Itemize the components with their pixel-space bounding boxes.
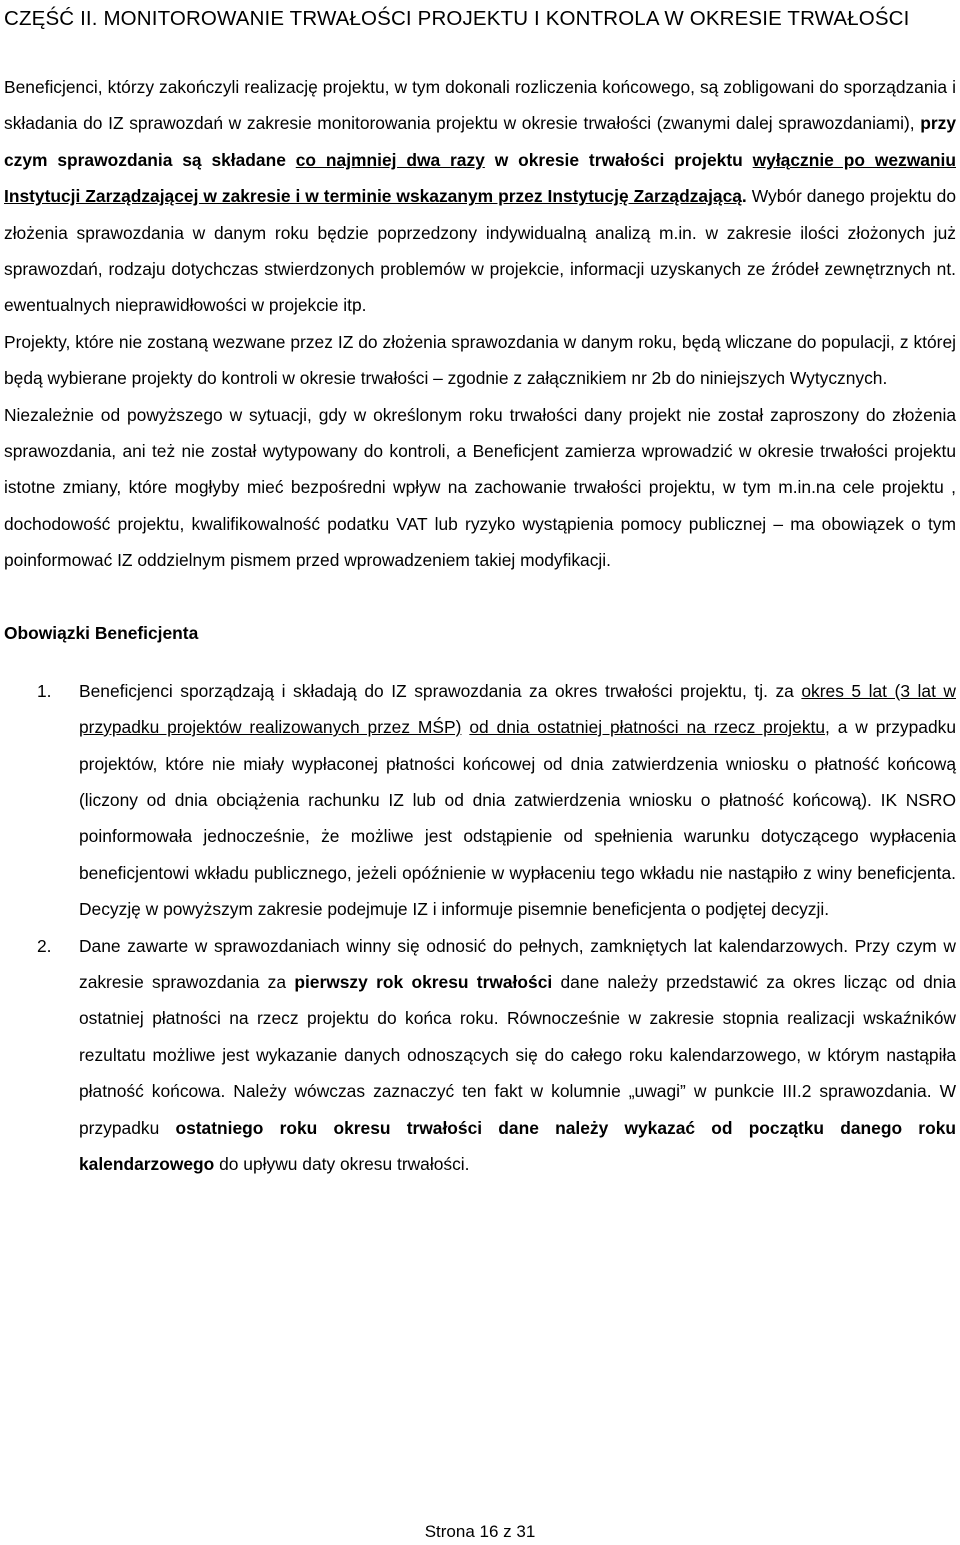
item2-bold-1: pierwszy rok okresu trwałości [294,971,553,992]
para1-bold1: przy czym sprawozdania są składane [4,113,956,170]
paragraph-reporting-obligation [4,69,956,324]
para1-rest: Wybór danego projektu do złożenia sprawozdania w danym roku będzie poprzedzony indywidualną analizą m.in. w zakresie ilości złożonych już sprawozdań, rodzaju dotychczas stwierdzonych problemów w projekcie, informacji uzyskanych ze źródeł zewnętrznych nt. ewentualnych nieprawidłowości w projekcie itp. [4,186,956,316]
item2-text-2: dane należy przedstawić za okres licząc od dnia ostatniej płatności na rzecz projektu do końca roku. Równocześnie w zakresie stopnia realizacji wskaźników rezultatu możliwe jest wykazanie danych odnoszących się do całego roku kalendarzowego, w którym nastąpiła płatność końcowa. Należy wówczas zaznaczyć ten fakt w kolumnie „uwagi” w punkcie III.2 sprawozdania. W przypadku [79,971,957,1138]
document-page [4,0,956,1182]
item1-underlined-1: okres 5 lat (3 lat w przypadku projektów realizowanych przez MŚP) [79,680,956,738]
list-item-number: 1. [37,680,52,701]
part-title: CZĘŚĆ II. MONITOROWANIE TRWAŁOŚCI PROJEKTU I KONTROLA W OKRESIE TRWAŁOŚCI [4,7,910,30]
paragraph-population: Projekty, które nie zostaną wezwane przez IZ do złożenia sprawozdania w danym roku, będą wliczane do populacji, z której będą wybierane projekty do kontroli w okresie trwałości – zgodnie z załącznikiem nr 2b do niniejszych Wytycznych. [4,331,956,389]
item2-text-3: do upływu daty okresu trwałości. [214,1153,470,1174]
para1-bold-underlined-2: wyłącznie po wezwaniu Instytucji Zarządzającej w zakresie i w terminie wskazanym przez Instytucję Zarządzającą [4,149,956,207]
list-item-number: 2. [37,935,52,956]
item1-underlined-2: od dnia ostatniej płatności na rzecz projektu [469,717,826,738]
paragraph-notification-duty: Niezależnie od powyższego w sytuacji, gdy w określonym roku trwałości dany projekt nie został zaproszony do złożenia sprawozdania, ani też nie został wytypowany do kontroli, a Beneficjent zamierza wprowadzić w okresie trwałości projektu istotne zmiany, które mogłyby mieć bezpośredni wpływ na zachowanie trwałości projektu, w tym m.in.na cele projektu , dochodowość projektu, kwalifikowalność podatku VAT lub ryzyko wystąpienia pomocy publicznej – ma obowiązek o tym poinformować IZ oddzielnym pismem przed wprowadzeniem takiej modyfikacji. [4,404,956,571]
section-heading-beneficiary-duties: Obowiązki Beneficjenta [4,622,199,643]
item1-text-3: , a w przypadku projektów, które nie miały wypłaconej płatności końcowej od dnia zatwierdzenia wniosku o płatność końcową (liczony od dnia obciążenia rachunku IZ lub od dnia zatwierdzenia wniosku o płatność końcową). IK NSRO poinformowała jednocześnie, że możliwe jest odstąpienie od spełnienia warunku dotyczącego wypłacenia beneficjentowi wkładu publicznego, jeżeli opóźnienie w wypłaceniu tego wkładu nie nastąpiło z winy beneficjenta. Decyzję w powyższym zakresie podejmuje IZ i informuje pisemnie beneficjenta o podjętej decyzji. [79,717,956,920]
list-item [4,928,956,1183]
duties-list [4,673,956,1183]
para1-bold-underlined-1: co najmniej dwa razy [295,149,485,170]
item1-text-1: Beneficjenci sporządzają i składają do IZ sprawozdania za okres trwałości projektu, tj. za [79,680,802,701]
para1-bold3: . [741,186,747,207]
para1-bold2: w okresie trwałości projektu [484,149,753,170]
page-number: Strona 16 z 31 [424,1522,536,1541]
list-item [4,673,956,928]
item2-bold-2: ostatniego roku okresu trwałości dane należy wykazać od początku danego roku kalendarzowego [79,1117,956,1174]
para1-intro: Beneficjenci, którzy zakończyli realizację projektu, w tym dokonali rozliczenia końcowego, są zobligowani do sporządzania i składania do IZ sprawozdań w zakresie monitorowania projektu w okresie trwałości (zwanymi dalej sprawozdaniami), [4,77,956,134]
item2-text-1: Dane zawarte w sprawozdaniach winny się odnosić do pełnych, zamkniętych lat kalendarzowych. Przy czym w zakresie sprawozdania za [79,935,956,992]
